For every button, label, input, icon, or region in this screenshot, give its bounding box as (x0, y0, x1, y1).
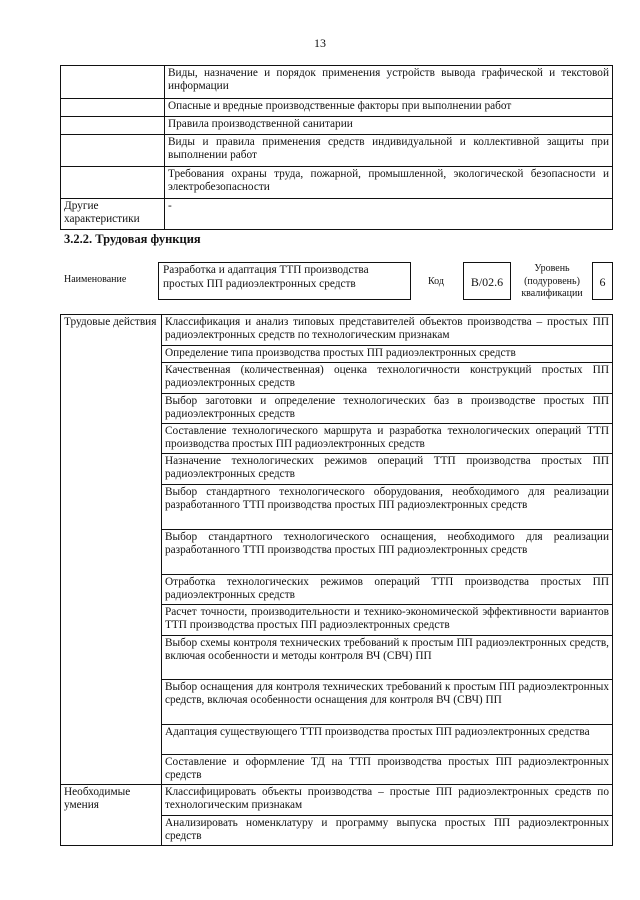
labor-action-item: Качественная (количественная) оценка технологичности конструкций простых ПП радиоэлектронных средств (162, 363, 613, 394)
skill-item: Классифицировать объекты производства – простые ПП радиоэлектронных средств по технологическим признакам (162, 785, 613, 816)
row-label (61, 167, 165, 199)
code-value-box: B/02.6 (463, 262, 511, 300)
table-row (61, 167, 613, 199)
labor-action-item: Адаптация существующего ТТП производства простых ПП радиоэлектронных средства (162, 725, 613, 755)
labor-action-item: Выбор оснащения для контроля технических требований к простым ПП радиоэлектронных средств, включая особенности оснащения для контроля ВЧ (СВЧ) ПП (162, 680, 613, 725)
name-label: Наименование (64, 274, 127, 285)
labor-actions-label: Трудовые действия (61, 315, 162, 785)
table-row (61, 199, 613, 230)
row-label: Другие характеристики (61, 199, 165, 230)
labor-action-item: Составление и оформление ТД на ТТП производства простых ПП радиоэлектронных средств (162, 755, 613, 785)
level-label: Уровень (подуровень) квалификации (521, 263, 583, 299)
level-value-box: 6 (592, 262, 613, 300)
requirements-continued-table (60, 65, 613, 230)
row-text: Виды, назначение и порядок применения устройств вывода графической и текстовой информации (165, 66, 613, 99)
row-text: Требования охраны труда, пожарной, промышленной, экологической безопасности и электробезопасности (165, 167, 613, 199)
table-row (61, 117, 613, 135)
row-label (61, 117, 165, 135)
labor-action-item: Составление технологического маршрута и разработка технологических операций ТТП производства простых ПП радиоэлектронных средств (162, 424, 613, 454)
row-label (61, 99, 165, 117)
row-text: Правила производственной санитарии (165, 117, 613, 135)
row-text: - (165, 199, 613, 230)
row-text: Виды и правила применения средств индивидуальной и коллективной защиты при выполнении работ (165, 135, 613, 167)
section-heading: 3.2.2. Трудовая функция (64, 232, 201, 246)
page-number: 13 (314, 36, 326, 50)
table-row (61, 99, 613, 117)
table-row (61, 66, 613, 99)
table-row (61, 135, 613, 167)
labor-action-item: Назначение технологических режимов операций ТТП производства простых ПП радиоэлектронных средств (162, 454, 613, 485)
labor-action-item: Выбор стандартного технологического оснащения, необходимого для реализации разработанного ТТП производства простых ПП радиоэлектронных средств (162, 530, 613, 575)
labor-action-item: Выбор схемы контроля технических требований к простым ПП радиоэлектронных средств, включая особенности и методы контроля ВЧ (СВЧ) ПП (162, 636, 613, 680)
row-label (61, 66, 165, 99)
table-row (61, 785, 613, 816)
skills-label: Необходимые умения (61, 785, 162, 846)
labor-action-item: Выбор заготовки и определение технологических баз в производстве простых ПП радиоэлектронных средств (162, 394, 613, 424)
function-name-box: Разработка и адаптация ТТП производства простых ПП радиоэлектронных средств (158, 262, 411, 300)
row-label (61, 135, 165, 167)
labor-action-item: Классификация и анализ типовых представителей объектов производства – простых ПП радиоэлектронных средств по технологическим признакам (162, 315, 613, 346)
skill-item: Анализировать номенклатуру и программу выпуска простых ПП радиоэлектронных средств (162, 816, 613, 846)
labor-action-item: Отработка технологических режимов операций ТТП производства простых ПП радиоэлектронных средств (162, 575, 613, 605)
table-row (61, 315, 613, 346)
labor-function-table (60, 314, 613, 846)
labor-action-item: Расчет точности, производительности и технико-экономической эффективности вариантов ТТП производства простых ПП радиоэлектронных средств (162, 605, 613, 636)
labor-action-item: Определение типа производства простых ПП радиоэлектронных средств (162, 346, 613, 363)
labor-action-item: Выбор стандартного технологического оборудования, необходимого для реализации разработанного ТТП производства простых ПП радиоэлектронных средств (162, 485, 613, 530)
row-text: Опасные и вредные производственные факторы при выполнении работ (165, 99, 613, 117)
code-label: Код (428, 276, 444, 287)
